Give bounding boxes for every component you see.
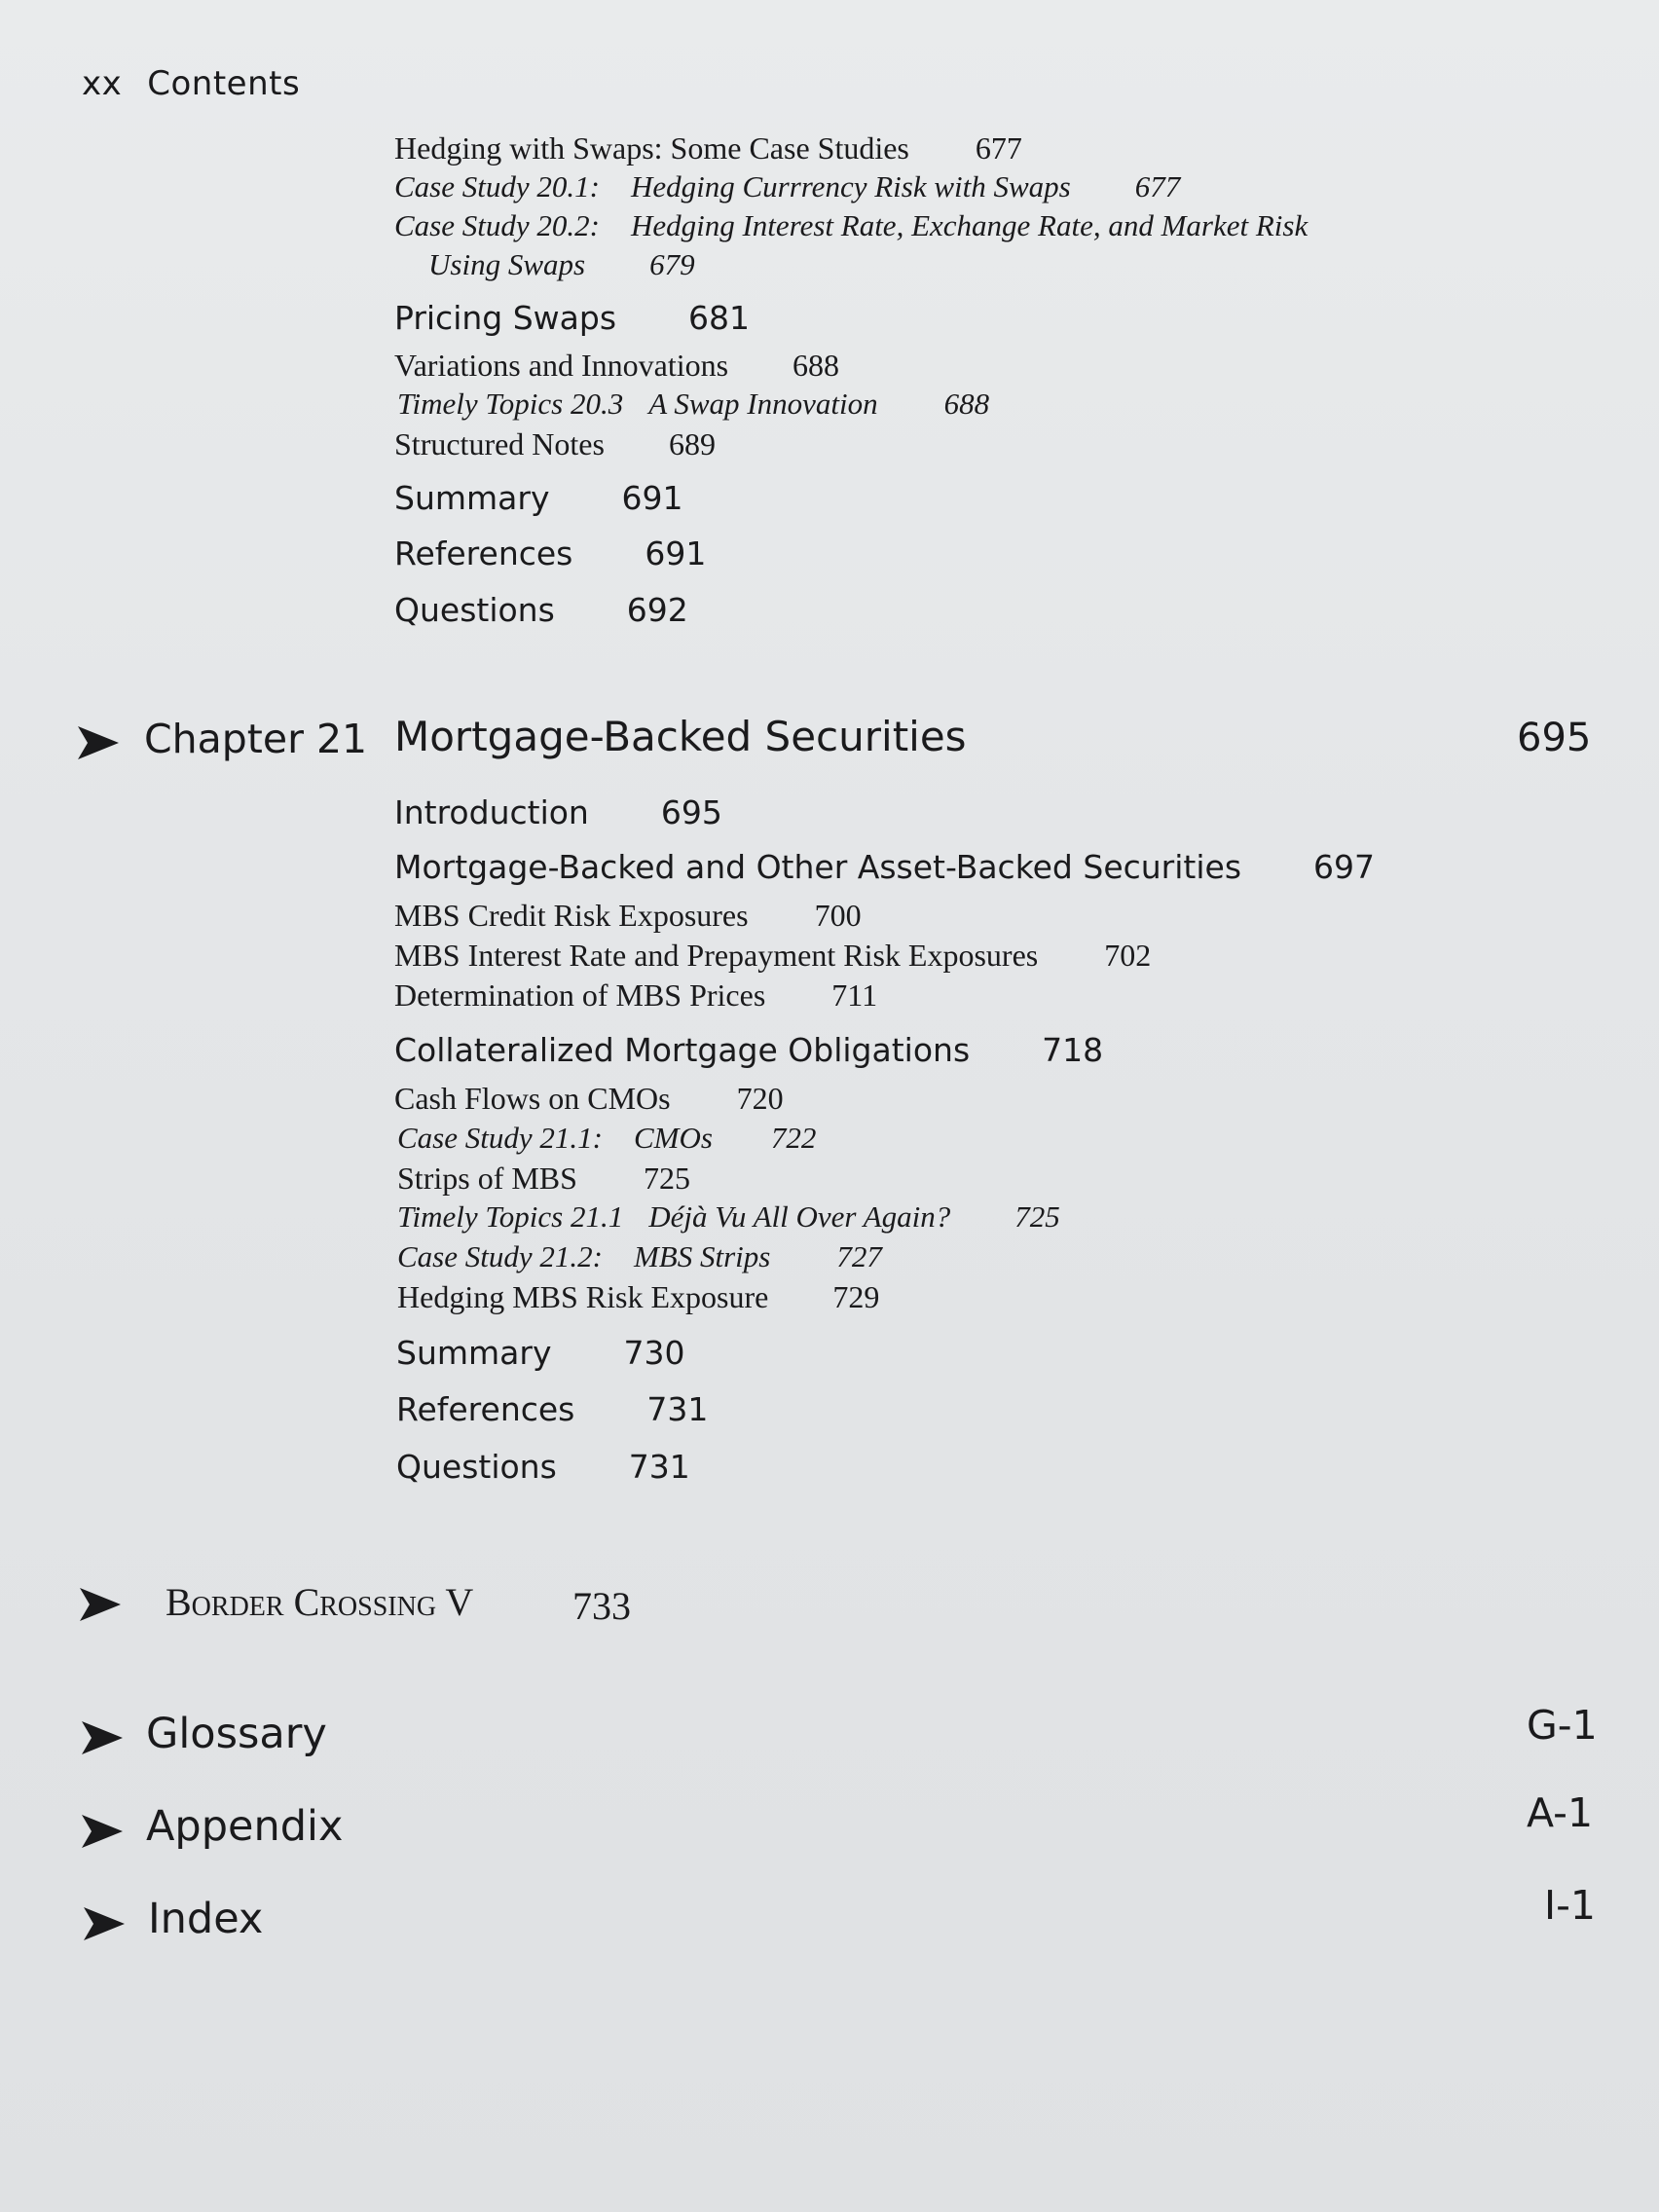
arrowhead-icon [80,1588,121,1621]
toc-entry-title: Mortgage-Backed and Other Asset-Backed Securities [394,848,1242,886]
arrowhead-icon [82,1721,123,1754]
toc-entry [396,1334,684,1372]
toc-entry [394,426,716,462]
toc-entry-title: Hedging with Swaps: Some Case Studies [394,130,909,166]
toc-entry [397,1239,882,1274]
toc-entry-page: 711 [831,977,878,1013]
toc-entry-page: 677 [975,130,1022,166]
toc-entry [394,169,1180,204]
toc-entry-page: 720 [736,1081,784,1116]
toc-entry-title: Summary [396,1334,552,1372]
toc-entry-page: 731 [628,1448,690,1486]
toc-entry-title: CMOs [633,1121,713,1155]
toc-entry-title: References [396,1390,575,1428]
running-head [82,64,300,103]
toc-entry-page: 722 [770,1121,817,1155]
back-matter-page: A-1 [1527,1789,1594,1836]
back-matter-title: Appendix [146,1802,344,1851]
back-matter-page: I-1 [1544,1882,1596,1929]
border-crossing-page: 733 [572,1584,631,1628]
toc-entry-title: Cash Flows on CMOs [394,1081,671,1116]
toc-entry-title: Variations and Innovations [394,348,729,383]
running-head-title: Contents [147,64,301,103]
toc-entry-title: Hedging Currrency Risk with Swaps [630,169,1071,203]
toc-entry-title: References [394,535,573,572]
toc-entry [397,387,989,422]
toc-entry [397,1279,879,1315]
toc-entry-title: Summary [394,479,550,517]
toc-entry-title: Hedging MBS Risk Exposure [397,1279,769,1314]
arrowhead-icon [84,1907,125,1940]
toc-entry-title: Hedging Interest Rate, Exchange Rate, and Market Risk [630,208,1309,242]
toc-entry-page: 679 [649,247,695,281]
toc-entry-page: 677 [1134,169,1181,203]
toc-entry [396,1390,708,1428]
toc-entry-label: Case Study 20.1: [394,169,600,203]
toc-entry-page: 700 [814,898,862,933]
toc-entry [394,898,862,934]
toc-entry-title: Déjà Vu All Over Again? [648,1199,951,1234]
toc-entry [394,535,706,572]
toc-entry-page: 729 [832,1279,880,1314]
toc-entry-page: 695 [660,793,722,831]
toc-entry [394,479,682,517]
toc-entry-page: 702 [1104,938,1152,973]
toc-entry-title: Collateralized Mortgage Obligations [394,1031,971,1069]
toc-entry-title: MBS Strips [633,1239,771,1273]
toc-entry-title: Questions [396,1448,557,1486]
toc-entry [397,1121,816,1156]
toc-entry-title: MBS Interest Rate and Prepayment Risk Exposures [394,938,1039,973]
back-matter-title: Glossary [146,1710,327,1758]
toc-entry [394,1031,1103,1069]
toc-entry-page: 689 [668,426,716,461]
toc-entry [394,591,688,629]
toc-entry-title: Introduction [394,793,589,831]
toc-entry [396,1448,690,1486]
toc-entry-page: 725 [643,1161,690,1196]
toc-entry-title: Pricing Swaps [394,299,617,337]
chapter-label: Chapter 21 [144,716,368,762]
toc-entry-page: 731 [646,1390,709,1428]
toc-entry [394,977,877,1014]
chapter-title: Mortgage-Backed Securities [394,713,967,760]
toc-entry [394,208,1308,243]
toc-entry-page: 697 [1313,848,1376,886]
toc-entry-label: Timely Topics 21.1 [397,1199,624,1234]
arrowhead-icon [78,726,119,759]
toc-entry-label: Case Study 20.2: [394,208,600,242]
toc-entry-title: A Swap Innovation [648,387,878,421]
border-crossing-title: Border Crossing V [166,1580,474,1624]
toc-entry-page: 691 [645,535,707,572]
toc-entry [394,1081,784,1117]
toc-entry-page: 727 [836,1239,882,1273]
toc-entry-label: Case Study 21.2: [397,1239,603,1273]
toc-entry [428,247,695,282]
toc-entry [394,938,1151,974]
toc-entry-page: 681 [688,299,751,337]
toc-entry-title: MBS Credit Risk Exposures [394,898,749,933]
toc-entry-page: 688 [943,387,990,421]
toc-entry-page: 691 [621,479,683,517]
toc-entry [397,1161,690,1197]
toc-entry-page: 692 [626,591,688,629]
toc-entry-page: 725 [1014,1199,1060,1234]
toc-entry-label: Timely Topics 20.3 [397,387,624,421]
toc-entry-title: Using Swaps [428,247,586,281]
toc-entry-page: 730 [623,1334,685,1372]
toc-entry [394,793,722,831]
toc-entry [394,299,750,337]
toc-entry-title: Strips of MBS [397,1161,577,1196]
toc-entry-page: 688 [793,348,840,383]
toc-entry-title: Structured Notes [394,426,605,461]
back-matter-title: Index [148,1895,264,1943]
chapter-page: 695 [1517,716,1592,760]
toc-entry-title: Questions [394,591,555,629]
toc-entry [394,848,1375,886]
page-folio: xx [82,64,123,103]
toc-entry [394,348,839,384]
back-matter-page: G-1 [1527,1702,1598,1749]
toc-entry [397,1199,1060,1235]
toc-entry-label: Case Study 21.1: [397,1121,603,1155]
toc-entry-title: Determination of MBS Prices [394,977,766,1013]
arrowhead-icon [82,1815,123,1848]
toc-entry-page: 718 [1042,1031,1104,1069]
toc-entry [394,130,1022,166]
